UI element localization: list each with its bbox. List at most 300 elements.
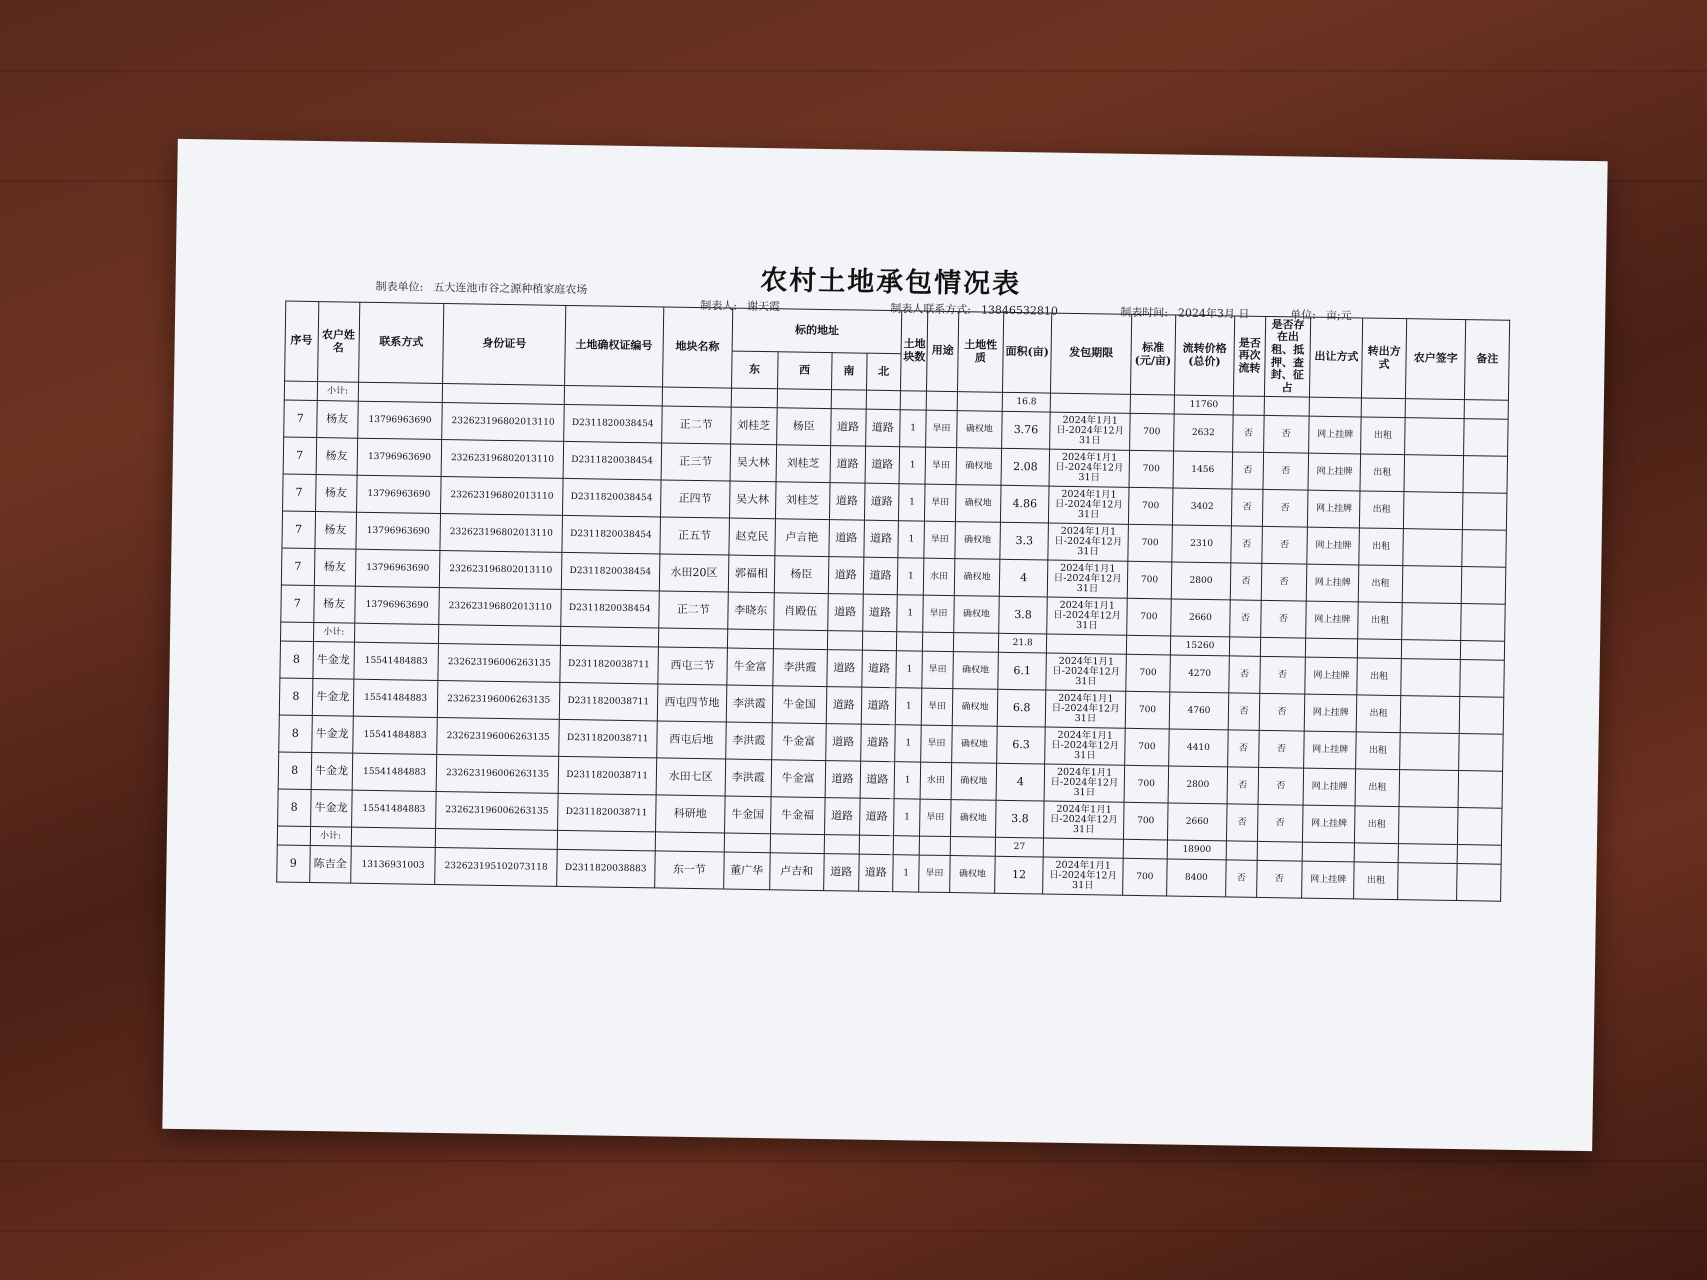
empty-cell — [950, 837, 996, 857]
meta-units-label: 单位: — [1290, 308, 1317, 322]
empty-cell — [862, 631, 897, 651]
cell-period: 2024年1月1日-2024年12月31日 — [1047, 560, 1128, 598]
header-area: 面积(亩) — [1003, 312, 1052, 393]
cell-plot: 西屯后地 — [656, 721, 726, 759]
empty-cell — [824, 835, 859, 855]
cell-method: 网上挂牌 — [1307, 564, 1360, 602]
cell-area: 6.3 — [997, 726, 1045, 764]
cell-north: 道路 — [863, 520, 898, 558]
cell-north: 道路 — [860, 761, 895, 799]
cell-method: 网上挂牌 — [1306, 601, 1359, 639]
cell-method: 网上挂牌 — [1303, 768, 1356, 806]
cell-cert: D2311820038711 — [558, 756, 656, 795]
cell-phone: 13796963690 — [356, 475, 441, 513]
empty-cell — [1230, 637, 1261, 656]
empty-cell — [1226, 841, 1257, 860]
cell-sign — [1399, 770, 1459, 808]
cell-west: 杨臣 — [774, 556, 829, 594]
cell-retransfer: 否 — [1231, 563, 1262, 600]
cell-period: 2024年1月1日-2024年12月31日 — [1046, 653, 1127, 691]
empty-cell — [1358, 639, 1402, 659]
empty-cell — [1361, 398, 1405, 418]
cell-transfer: 出租 — [1357, 695, 1401, 733]
cell-sign — [1404, 455, 1464, 493]
cell-north: 道路 — [861, 687, 896, 725]
cell-use: 旱田 — [919, 855, 950, 892]
empty-cell — [1130, 394, 1174, 414]
cell-east: 刘桂芝 — [731, 407, 777, 445]
empty-cell — [358, 382, 443, 402]
header-standard: 标准(元/亩) — [1131, 314, 1176, 395]
empty-cell — [1302, 842, 1354, 862]
cell-price: 4270 — [1169, 655, 1229, 693]
cell-seq: 8 — [280, 641, 313, 679]
cell-south: 道路 — [825, 761, 860, 799]
cell-cert: D2311820038454 — [561, 589, 659, 628]
empty-cell — [900, 391, 926, 410]
cell-sign — [1397, 863, 1457, 901]
cell-standard: 700 — [1125, 691, 1169, 729]
empty-cell — [277, 826, 310, 846]
cell-count: 1 — [899, 447, 926, 484]
cell-standard: 700 — [1130, 413, 1174, 451]
header-use: 用途 — [927, 311, 959, 391]
cell-count: 1 — [898, 521, 925, 558]
cell-count: 1 — [894, 799, 921, 836]
cell-use: 旱田 — [926, 410, 957, 447]
empty-cell — [831, 390, 866, 410]
empty-cell — [897, 632, 923, 651]
cell-sign — [1402, 566, 1462, 604]
cell-nature: 确权地 — [956, 448, 1002, 486]
cell-phone: 15541484883 — [353, 679, 438, 717]
cell-east: 李洪霞 — [726, 722, 772, 760]
empty-cell — [731, 388, 777, 408]
cell-phone: 15541484883 — [352, 753, 437, 791]
cell-mortgage: 否 — [1257, 804, 1303, 842]
cell-period: 2024年1月1日-2024年12月31日 — [1043, 801, 1124, 839]
meta-units-value: 亩;元 — [1325, 308, 1352, 323]
cell-area: 3.76 — [1002, 411, 1050, 449]
cell-seq: 7 — [283, 437, 316, 475]
cell-area: 4 — [1000, 559, 1048, 597]
cell-transfer: 出租 — [1359, 528, 1403, 566]
subtotal-price: 11760 — [1174, 395, 1234, 415]
cell-method: 网上挂牌 — [1308, 453, 1361, 491]
cell-seq: 7 — [281, 585, 314, 623]
meta-contact-value: 13846532810 — [980, 303, 1059, 318]
empty-cell — [1257, 841, 1303, 861]
empty-cell — [658, 628, 728, 648]
cell-use: 旱田 — [925, 447, 956, 484]
cell-use: 旱田 — [922, 688, 953, 725]
cell-id: 232623196006263135 — [438, 643, 560, 682]
cell-remark — [1462, 567, 1506, 605]
cell-id: 232623196006263135 — [437, 754, 559, 793]
cell-plot: 水田七区 — [656, 758, 726, 796]
cell-retransfer: 否 — [1232, 489, 1263, 526]
cell-east: 赵克民 — [729, 518, 775, 556]
empty-cell — [1050, 393, 1131, 413]
cell-mortgage: 否 — [1256, 860, 1302, 898]
cell-west: 杨臣 — [776, 408, 831, 446]
meta-maker-value: 谢天霞 — [746, 299, 781, 314]
empty-cell — [1309, 397, 1361, 417]
cell-east: 牛金国 — [725, 796, 771, 834]
cell-north: 道路 — [859, 798, 894, 836]
cell-cert: D2311820038711 — [559, 682, 657, 721]
header-count: 土地块数 — [901, 311, 928, 391]
cell-method: 网上挂牌 — [1304, 694, 1357, 732]
cell-transfer: 出租 — [1357, 658, 1401, 696]
cell-mortgage: 否 — [1258, 767, 1304, 805]
cell-transfer: 出租 — [1355, 769, 1399, 807]
meta-unit-value: 五大连池市谷之源种植家庭农场 — [433, 280, 588, 297]
cell-plot: 正五节 — [659, 517, 729, 555]
cell-sign — [1399, 733, 1459, 771]
cell-retransfer: 否 — [1226, 860, 1257, 897]
cell-price: 3402 — [1172, 488, 1232, 526]
table-body — [277, 381, 1509, 901]
cell-mortgage: 否 — [1262, 489, 1308, 527]
cell-standard: 700 — [1129, 450, 1173, 488]
subtotal-label: 小计: — [313, 623, 355, 643]
cell-id: 232623196802013110 — [440, 551, 562, 590]
cell-period: 2024年1月1日-2024年12月31日 — [1047, 597, 1128, 635]
cell-id: 232623196802013110 — [439, 587, 561, 626]
cell-id: 232623196006263135 — [438, 680, 560, 719]
cell-remark — [1462, 530, 1506, 568]
land-contract-table — [276, 301, 1510, 902]
header-boundary: 标的地址 — [732, 308, 902, 354]
cell-transfer: 出租 — [1358, 602, 1402, 640]
cell-sign — [1398, 807, 1458, 845]
cell-price: 2800 — [1171, 562, 1231, 600]
cell-cert: D2311820038711 — [557, 793, 655, 832]
cell-south: 道路 — [827, 650, 862, 688]
header-method: 出让方式 — [1310, 317, 1363, 398]
cell-remark — [1460, 660, 1504, 698]
cell-use: 旱田 — [921, 725, 952, 762]
cell-use: 旱田 — [924, 521, 955, 558]
empty-cell — [1354, 843, 1398, 863]
cell-plot: 东一节 — [654, 851, 724, 889]
cell-nature: 确权地 — [949, 856, 995, 894]
cell-mortgage: 否 — [1262, 526, 1308, 564]
cell-south: 道路 — [828, 594, 863, 632]
header-transfer: 转出方式 — [1362, 318, 1407, 399]
cell-count: 1 — [898, 558, 925, 595]
cell-price: 2632 — [1173, 414, 1233, 452]
empty-cell — [351, 827, 436, 847]
header-period: 发包期限 — [1050, 313, 1132, 394]
cell-remark — [1459, 734, 1503, 772]
meta-contact-label: 制表人联系方式: — [890, 302, 972, 317]
subtotal-price: 18900 — [1167, 840, 1227, 860]
empty-cell — [923, 632, 954, 651]
cell-cert: D2311820038454 — [564, 404, 662, 443]
empty-cell — [724, 833, 770, 853]
empty-cell — [1405, 399, 1465, 419]
cell-transfer: 出租 — [1354, 862, 1398, 900]
cell-sign — [1400, 696, 1460, 734]
empty-cell — [1398, 844, 1458, 864]
subtotal-label: 小计: — [317, 382, 359, 402]
cell-area: 6.8 — [997, 689, 1045, 727]
cell-nature: 确权地 — [955, 522, 1001, 560]
cell-area: 4.86 — [1001, 485, 1049, 523]
cell-transfer: 出租 — [1356, 732, 1400, 770]
empty-cell — [439, 624, 561, 645]
cell-standard: 700 — [1125, 728, 1169, 766]
empty-cell — [1233, 396, 1264, 415]
cell-cert: D2311820038883 — [557, 849, 655, 888]
header-name: 农户姓名 — [317, 302, 359, 383]
cell-price: 2310 — [1171, 525, 1231, 563]
empty-cell — [827, 631, 862, 651]
cell-id: 232623196802013110 — [442, 403, 564, 442]
cell-remark — [1458, 771, 1502, 809]
empty-cell — [557, 830, 655, 851]
header-south: 南 — [831, 353, 866, 391]
meta-date-label: 制表时间: — [1120, 305, 1169, 320]
cell-name: 牛金龙 — [311, 753, 353, 791]
cell-id: 232623196802013110 — [441, 440, 563, 479]
cell-phone: 15541484883 — [353, 716, 438, 754]
cell-mortgage: 否 — [1263, 452, 1309, 490]
cell-plot: 西屯三节 — [657, 647, 727, 685]
cell-standard: 700 — [1123, 858, 1167, 896]
cell-cert: D2311820038454 — [561, 552, 659, 591]
header-phone: 联系方式 — [358, 302, 444, 383]
cell-phone: 13796963690 — [356, 512, 441, 550]
cell-west: 卢吉和 — [769, 853, 824, 891]
subtotal-area: 21.8 — [999, 633, 1047, 653]
header-price: 流转价格(总价) — [1174, 315, 1235, 396]
cell-west: 刘桂芝 — [775, 482, 830, 520]
cell-west: 牛金富 — [771, 723, 826, 761]
cell-name: 牛金龙 — [311, 716, 353, 754]
cell-mortgage: 否 — [1259, 693, 1305, 731]
header-nature: 土地性质 — [957, 312, 1004, 393]
cell-plot: 正三节 — [661, 443, 731, 481]
empty-cell — [1123, 839, 1167, 859]
cell-price: 2660 — [1167, 803, 1227, 841]
cell-east: 李晓东 — [728, 592, 774, 630]
header-plot: 地块名称 — [662, 307, 733, 388]
cell-north: 道路 — [863, 557, 898, 595]
cell-plot: 正二节 — [658, 591, 728, 629]
cell-south: 道路 — [830, 409, 865, 447]
empty-cell — [1306, 638, 1358, 658]
cell-retransfer: 否 — [1232, 452, 1263, 489]
header-east: 东 — [732, 351, 778, 389]
cell-price: 4760 — [1169, 692, 1229, 730]
cell-period: 2024年1月1日-2024年12月31日 — [1048, 523, 1129, 561]
empty-cell — [1260, 637, 1306, 657]
cell-west: 李洪霞 — [772, 649, 827, 687]
cell-west: 刘桂芝 — [776, 445, 831, 483]
cell-east: 郭福相 — [728, 555, 774, 593]
cell-standard: 700 — [1124, 765, 1168, 803]
cell-north: 道路 — [860, 724, 895, 762]
cell-retransfer: 否 — [1230, 600, 1261, 637]
empty-cell — [655, 832, 725, 852]
cell-area: 4 — [996, 763, 1044, 801]
cell-east: 吴大林 — [729, 481, 775, 519]
cell-north: 道路 — [862, 594, 897, 632]
cell-seq: 7 — [282, 511, 315, 549]
empty-cell — [564, 385, 662, 406]
cell-seq: 8 — [278, 752, 311, 790]
cell-seq: 8 — [279, 678, 312, 716]
header-retransfer: 是否再次流转 — [1234, 316, 1266, 396]
cell-seq: 8 — [279, 715, 312, 753]
cell-retransfer: 否 — [1231, 526, 1262, 563]
cell-period: 2024年1月1日-2024年12月31日 — [1045, 727, 1126, 765]
header-cert: 土地确权证编号 — [564, 305, 663, 387]
cell-phone: 13796963690 — [355, 586, 440, 624]
empty-cell — [957, 392, 1003, 412]
cell-seq: 7 — [281, 548, 314, 586]
cell-method: 网上挂牌 — [1305, 657, 1358, 695]
cell-sign — [1403, 492, 1463, 530]
cell-east: 李洪霞 — [726, 685, 772, 723]
cell-method: 网上挂牌 — [1304, 731, 1357, 769]
document-title: 农村土地承包情况表 — [759, 264, 1022, 301]
cell-cert: D2311820038711 — [560, 645, 658, 684]
document-sheet — [162, 139, 1607, 1151]
cell-retransfer: 否 — [1227, 804, 1258, 841]
meta-unit — [375, 278, 587, 297]
cell-south: 道路 — [826, 687, 861, 725]
cell-name: 杨友 — [315, 475, 357, 513]
cell-south: 道路 — [829, 483, 864, 521]
cell-cert: D2311820038454 — [562, 478, 660, 517]
cell-phone: 15541484883 — [354, 642, 439, 680]
cell-count: 1 — [895, 725, 922, 762]
cell-seq: 9 — [277, 845, 310, 883]
cell-period: 2024年1月1日-2024年12月31日 — [1048, 486, 1129, 524]
subtotal-area: 16.8 — [1002, 392, 1050, 412]
cell-phone: 13796963690 — [357, 438, 442, 476]
cell-mortgage: 否 — [1258, 730, 1304, 768]
cell-east: 李洪霞 — [725, 759, 771, 797]
cell-seq: 7 — [284, 400, 317, 438]
cell-retransfer: 否 — [1229, 693, 1260, 730]
empty-cell — [1043, 838, 1124, 858]
cell-price: 2660 — [1170, 599, 1230, 637]
cell-remark — [1458, 808, 1502, 846]
cell-method: 网上挂牌 — [1309, 416, 1362, 454]
cell-use: 水田 — [920, 762, 951, 799]
cell-name: 杨友 — [316, 401, 358, 439]
cell-method: 网上挂牌 — [1303, 805, 1356, 843]
cell-method: 网上挂牌 — [1307, 527, 1360, 565]
cell-sign — [1403, 529, 1463, 567]
cell-nature: 确权地 — [953, 596, 999, 634]
cell-name: 牛金龙 — [312, 679, 354, 717]
cell-plot: 水田20区 — [659, 554, 729, 592]
cell-south: 道路 — [829, 520, 864, 558]
cell-period: 2024年1月1日-2024年12月31日 — [1045, 690, 1126, 728]
cell-remark — [1461, 604, 1505, 642]
cell-id: 232623196802013110 — [441, 477, 563, 516]
cell-north: 道路 — [861, 650, 896, 688]
cell-seq: 7 — [283, 474, 316, 512]
cell-use: 旱田 — [922, 651, 953, 688]
cell-transfer: 出租 — [1355, 806, 1399, 844]
cell-count: 1 — [896, 688, 923, 725]
cell-west: 牛金福 — [770, 797, 825, 835]
cell-cert: D2311820038454 — [562, 515, 660, 554]
cell-nature: 确权地 — [955, 485, 1001, 523]
empty-cell — [1127, 635, 1171, 655]
cell-nature: 确权地 — [951, 763, 997, 801]
empty-cell — [436, 828, 558, 849]
cell-standard: 700 — [1128, 561, 1172, 599]
cell-south: 道路 — [823, 854, 858, 892]
empty-cell — [770, 834, 825, 854]
cell-use: 旱田 — [925, 484, 956, 521]
cell-name: 杨友 — [316, 438, 358, 476]
cell-east: 牛金富 — [727, 648, 773, 686]
empty-cell — [1264, 396, 1310, 416]
cell-period: 2024年1月1日-2024年12月31日 — [1043, 857, 1124, 895]
cell-area: 6.1 — [998, 652, 1046, 690]
cell-transfer: 出租 — [1361, 417, 1405, 455]
header-north: 北 — [866, 353, 901, 391]
header-west: 西 — [777, 352, 832, 390]
meta-date-value: 2024年3月 日 — [1177, 306, 1250, 321]
cell-north: 道路 — [858, 854, 893, 892]
empty-cell — [1401, 640, 1461, 660]
cell-name: 杨友 — [313, 586, 355, 624]
cell-phone: 13796963690 — [355, 549, 440, 587]
subtotal-price: 15260 — [1170, 636, 1230, 656]
cell-mortgage: 否 — [1263, 415, 1309, 453]
cell-east: 吴大林 — [730, 444, 776, 482]
cell-nature: 确权地 — [956, 411, 1002, 449]
cell-price: 8400 — [1166, 859, 1226, 897]
cell-period: 2024年1月1日-2024年12月31日 — [1044, 764, 1125, 802]
cell-sign — [1404, 418, 1464, 456]
cell-remark — [1463, 493, 1507, 531]
cell-area: 2.08 — [1001, 448, 1049, 486]
empty-cell — [777, 389, 832, 409]
empty-cell — [926, 391, 957, 410]
cell-remark — [1464, 419, 1508, 457]
cell-standard: 700 — [1126, 654, 1170, 692]
cell-name: 陈吉全 — [309, 845, 351, 883]
cell-count: 1 — [899, 484, 926, 521]
cell-standard: 700 — [1124, 802, 1168, 840]
cell-transfer: 出租 — [1360, 454, 1404, 492]
cell-nature: 确权地 — [951, 726, 997, 764]
cell-retransfer: 否 — [1233, 415, 1264, 452]
cell-sign — [1401, 603, 1461, 641]
empty-cell — [727, 629, 773, 649]
meta-unit-label: 制表单位: — [375, 279, 424, 294]
cell-id: 232623195102073118 — [435, 847, 557, 886]
header-remark: 备注 — [1465, 320, 1510, 401]
cell-seq: 8 — [278, 789, 311, 827]
cell-remark — [1457, 864, 1501, 902]
cell-mortgage: 否 — [1261, 563, 1307, 601]
subtotal-label: 小计: — [310, 826, 352, 846]
cell-standard: 700 — [1128, 524, 1172, 562]
cell-area: 3.8 — [996, 800, 1044, 838]
